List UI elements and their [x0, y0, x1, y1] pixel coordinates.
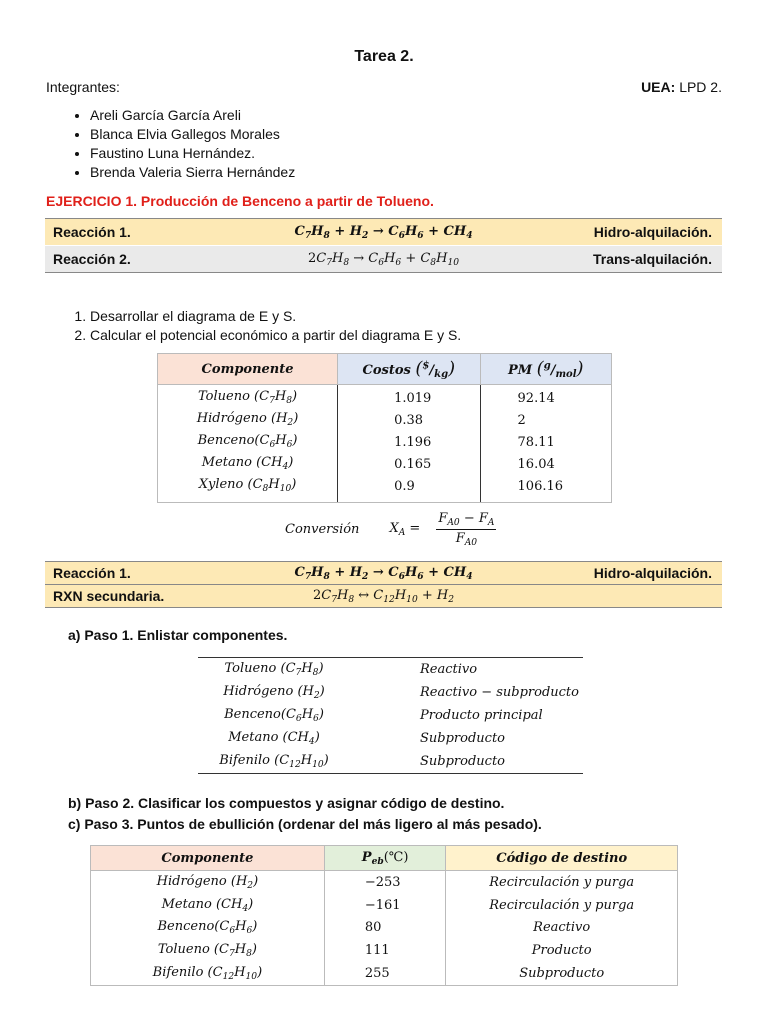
reaction-name: Hidro-alquilación.: [593, 565, 712, 581]
uea-value: LPD 2.: [679, 79, 722, 95]
step-a: a) Paso 1. Enlistar componentes.: [68, 627, 288, 643]
member-item: • Blanca Elvia Gallegos Morales: [90, 125, 295, 144]
reaction-label: Reacción 2.: [53, 251, 131, 267]
conversion-fraction: $\frac{F_{A0} - F_A}{F_{A0}}$: [438, 511, 495, 548]
table-row: Bifenilo $(C_{12}H_{10})$ Subproducto: [219, 753, 505, 770]
table-row: Hidrógeno $(H_2)$ −253 Recirculación y purga: [91, 871, 678, 894]
reaction-equation: $C_7H_8 + H_2 \to C_6H_6 + CH_4$: [294, 564, 473, 582]
reaction-name: Trans-alquilación.: [592, 251, 712, 267]
table-row: Bifenilo $(C_{12}H_{10})$ 255 Subproducto: [91, 962, 678, 985]
table-row: Hidrógeno $(H_2)$ 0.38 2: [158, 410, 612, 432]
boiling-table: [90, 845, 678, 986]
task-item: 2. Calcular el potencial económico a partir del diagrama E y S.: [90, 326, 461, 345]
reaction-name: Hidro-alquilación.: [593, 224, 712, 240]
uea-info: [641, 79, 722, 95]
header-mw: PM $(^g/_{mol})$: [480, 354, 611, 385]
members-list: [46, 106, 295, 182]
cost-table: [157, 353, 612, 503]
member-item: • Faustino Luna Hernández.: [90, 144, 295, 163]
uea-label: UEA:: [641, 79, 676, 95]
reaction-label: Reacción 1.: [53, 224, 131, 240]
member-item: • Brenda Valeria Sierra Hernández: [90, 163, 295, 182]
reaction-label: Reacción 1.: [53, 565, 131, 581]
reaction-row-main: [45, 561, 722, 584]
reaction-label: RXN secundaria.: [53, 588, 165, 604]
exercise-title: EJERCICIO 1. Producción de Benceno a partir de Tolueno.: [46, 193, 434, 209]
reaction-row-2: [45, 246, 722, 273]
page-title: Tarea 2.: [354, 48, 414, 65]
step-b: b) Paso 2. Clasificar los compuestos y asignar código de destino.: [68, 795, 505, 811]
reaction-row-secondary: [45, 584, 722, 608]
components-table: [198, 657, 583, 774]
header-cost: Costos $(^{\$}/_{kg})$: [338, 354, 480, 385]
members-label: Integrantes:: [46, 79, 120, 95]
conversion-label: Conversión: [285, 522, 360, 537]
reaction-equation: $2C_7H_8 \to C_6H_6 + C_8H_{10}$: [307, 250, 460, 268]
conversion-formula: Conversión $X_A$ = $\frac{F_{A0} - F_A}{F_{A0}}$: [285, 511, 495, 548]
table-row: Tolueno $(C_7H_8)$ 111 Producto: [91, 939, 678, 962]
header-teb: $P_{eb}(℃)$: [324, 846, 446, 871]
table-row: Tolueno $(C_7H_8)$ Reactivo: [224, 661, 478, 678]
table-row: Xyleno $(C_8H_{10})$ 0.9 106.16: [158, 476, 612, 503]
reaction-equation: $2C_7H_8$ ↔ $C_{12}H_{10} + H_2$: [312, 587, 455, 605]
member-item: • Areli García García Areli: [90, 106, 295, 125]
header-code: Código de destino: [446, 846, 678, 871]
table-row: Metano $(CH_4)$ Subproducto: [228, 730, 505, 747]
task-list: [45, 307, 461, 345]
table-row: $Benceno(C_6H_6)$ 80 Reactivo: [91, 917, 678, 940]
table-row: Tolueno $(C_7H_8)$ 1.019 92.14: [158, 385, 612, 411]
reaction-equation: $C_7H_8 + H_2 \to C_6H_6 + CH_4$: [294, 223, 473, 241]
table-row: $Benceno(C_6H_6)$ Producto principal: [224, 707, 543, 724]
table-row: Metano $(CH_4)$ 0.165 16.04: [158, 454, 612, 476]
table-row: Hidrógeno $(H_2)$ Reactivo − subproducto: [223, 684, 579, 701]
table-row: $Benceno(C_6H_6)$ 1.196 78.11: [158, 432, 612, 454]
header-component: Componente: [158, 354, 338, 385]
task-item: 1. Desarrollar el diagrama de E y S.: [90, 307, 461, 326]
table-row: Metano $(CH_4)$ −161 Recirculación y purga: [91, 894, 678, 917]
header-component: Componente: [91, 846, 325, 871]
reaction-row-1: [45, 218, 722, 245]
step-c: c) Paso 3. Puntos de ebullición (ordenar del más ligero al más pesado).: [68, 816, 542, 832]
